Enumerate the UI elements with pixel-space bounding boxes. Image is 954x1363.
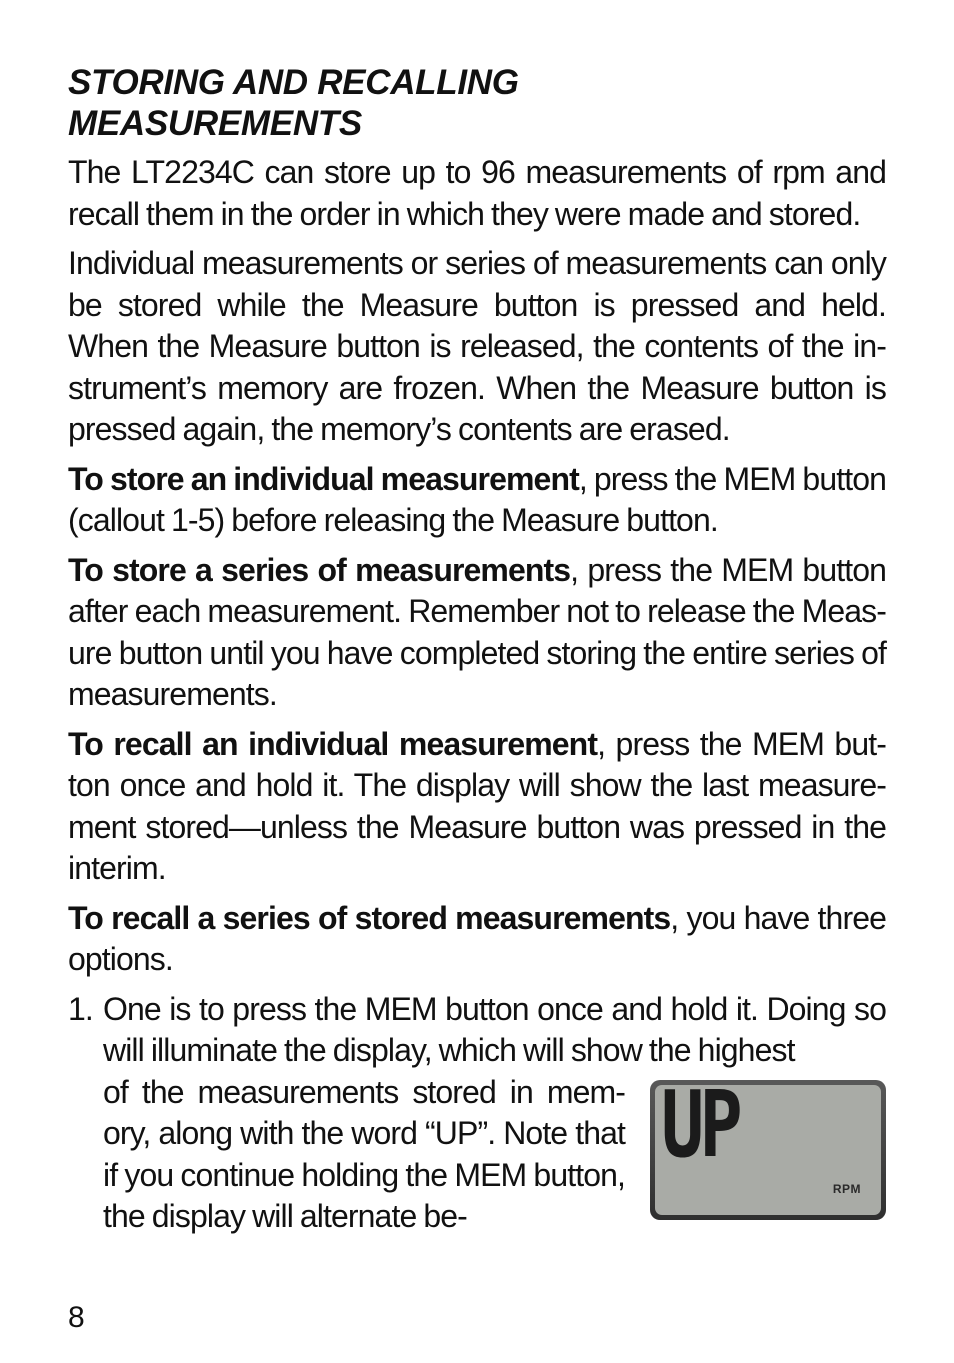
store-individual-text: , press the MEM button (callout 1-5) before releasing the Measure button. — [68, 460, 887, 538]
recall-series-text: , you have three options. — [68, 899, 886, 977]
store-individual-lead: To store an individual measurement — [68, 460, 579, 497]
recall-individual-text: , press the MEM but-ton once and hold it. The display will show the last measure-ment stored—unless the Measure button was pressed in the interim. — [68, 725, 886, 886]
lcd-display-text: UP — [661, 1084, 739, 1178]
store-series-paragraph — [68, 550, 886, 716]
list-item-text-top: One is to press the MEM button once and hold it. Doing so will illuminate the display, which will show the highest — [103, 990, 886, 1068]
store-individual-paragraph — [68, 459, 886, 542]
heading-line-1: STORING AND RECALLING — [68, 63, 519, 102]
recall-individual-paragraph — [68, 724, 886, 890]
recall-series-lead: To recall a series of stored measurements — [68, 899, 671, 936]
recall-individual-lead: To recall an individual measurement — [68, 725, 598, 762]
list-item — [68, 989, 886, 1238]
heading-line-2: MEASUREMENTS — [68, 104, 362, 143]
store-series-text: , press the MEM button after each measurement. Remember not to release the Meas-ure button until you have completed storing the entire series of measurements. — [68, 551, 886, 712]
intro-paragraph: The LT2234C can store up to 96 measurements of rpm and recall them in the order in which they were made and stored. — [68, 154, 886, 232]
lcd-unit-label: RPM — [832, 1182, 861, 1196]
storage-rules-paragraph: Individual measurements or series of measurements can only be stored while the Measure button is pressed and held. When the Measure button is released, the contents of the in-strument’s memory are frozen. When the Measure button is pressed again, the memory’s contents are erased. — [68, 245, 886, 447]
page-number: 8 — [68, 1301, 85, 1334]
section-heading — [68, 62, 886, 144]
recall-series-paragraph — [68, 898, 886, 981]
list-item-wrap-block — [103, 1072, 886, 1238]
manual-page — [68, 62, 886, 1238]
store-series-lead: To store a series of measurements — [68, 551, 571, 588]
lcd-screen — [655, 1085, 881, 1215]
lcd-display-image — [650, 1080, 886, 1220]
list-item-text-wrap: of the measurements stored in mem-ory, along with the word “UP”. Note that if you continue holding the MEM button, the display will alternate be- — [103, 1073, 625, 1234]
list-item-number: 1. — [68, 990, 93, 1027]
